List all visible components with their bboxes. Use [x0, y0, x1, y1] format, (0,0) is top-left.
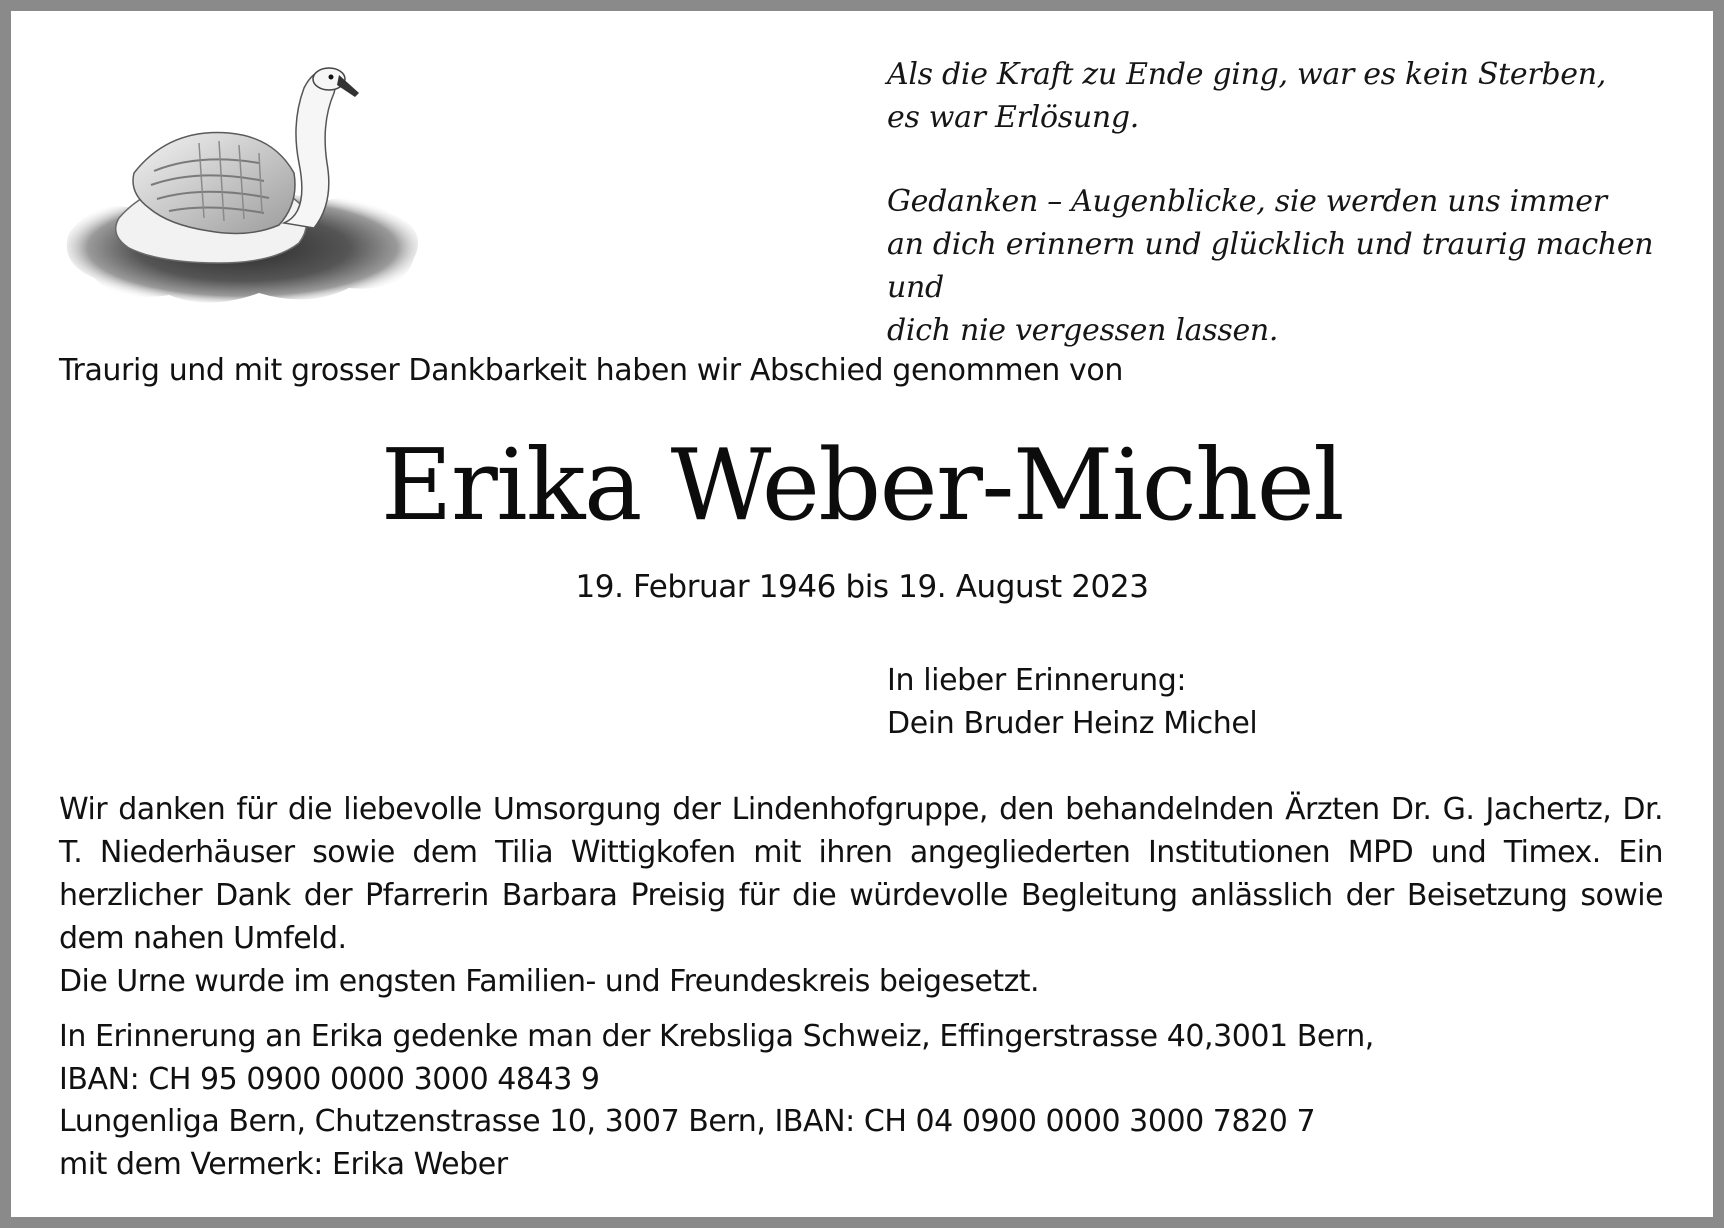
quote-line: es war Erlösung. — [887, 100, 1140, 135]
thanks-paragraph: Wir danken für die liebevolle Umsorgung der Lindenhofgruppe, den behandelnden Ärzten Dr. G. Jachertz, Dr. T. Niederhäuser sowie dem Tilia Wittigkofen mit ihren angegliederten Institutionen MPD und Timex. Ein herzlicher Dank der Pfarrerin Barbara Preisig für die würdevolle Begleitung anlässlich der Beisetzung sowie dem nahen Umfeld. — [59, 792, 1663, 956]
quote-stanza-2 — [887, 180, 1687, 352]
obituary-notice — [11, 11, 1713, 1217]
thanks-section — [59, 788, 1663, 1003]
mourner-name: Dein Bruder Heinz Michel — [887, 706, 1258, 741]
swan-icon — [59, 53, 429, 313]
donation-iban: IBAN: CH 95 0900 0000 3000 4843 9 — [59, 1061, 600, 1097]
quote-stanza-1 — [887, 53, 1687, 139]
remembrance-block — [887, 659, 1257, 745]
memorial-quote — [887, 53, 1687, 352]
remembrance-heading: In lieber Erinnerung: — [887, 663, 1187, 698]
donation-section — [59, 1016, 1663, 1186]
deceased-name: Erika Weber-Michel — [380, 429, 1344, 543]
quote-line: dich nie vergessen lassen. — [887, 313, 1279, 348]
life-dates: 19. Februar 1946 bis 19. August 2023 — [575, 569, 1149, 605]
donation-line: Lungenliga Bern, Chutzenstrasse 10, 3007 Bern, IBAN: CH 04 0900 0000 3000 7820 7 — [59, 1104, 1316, 1139]
quote-line: Als die Kraft zu Ende ging, war es kein Sterben, — [887, 57, 1607, 92]
farewell-intro: Traurig und mit grosser Dankbarkeit haben wir Abschied genommen von — [59, 353, 1123, 388]
donation-reference: mit dem Vermerk: Erika Weber — [59, 1146, 508, 1182]
quote-line: Gedanken – Augenblicke, sie werden uns immer — [887, 184, 1607, 219]
urn-note: Die Urne wurde im engsten Familien- und Freundeskreis beigesetzt. — [59, 964, 1040, 999]
donation-line: In Erinnerung an Erika gedenke man der Krebsliga Schweiz, Effingerstrasse 40,3001 Bern, — [59, 1019, 1374, 1054]
quote-line: an dich erinnern und glücklich und traurig machen und — [887, 227, 1654, 305]
